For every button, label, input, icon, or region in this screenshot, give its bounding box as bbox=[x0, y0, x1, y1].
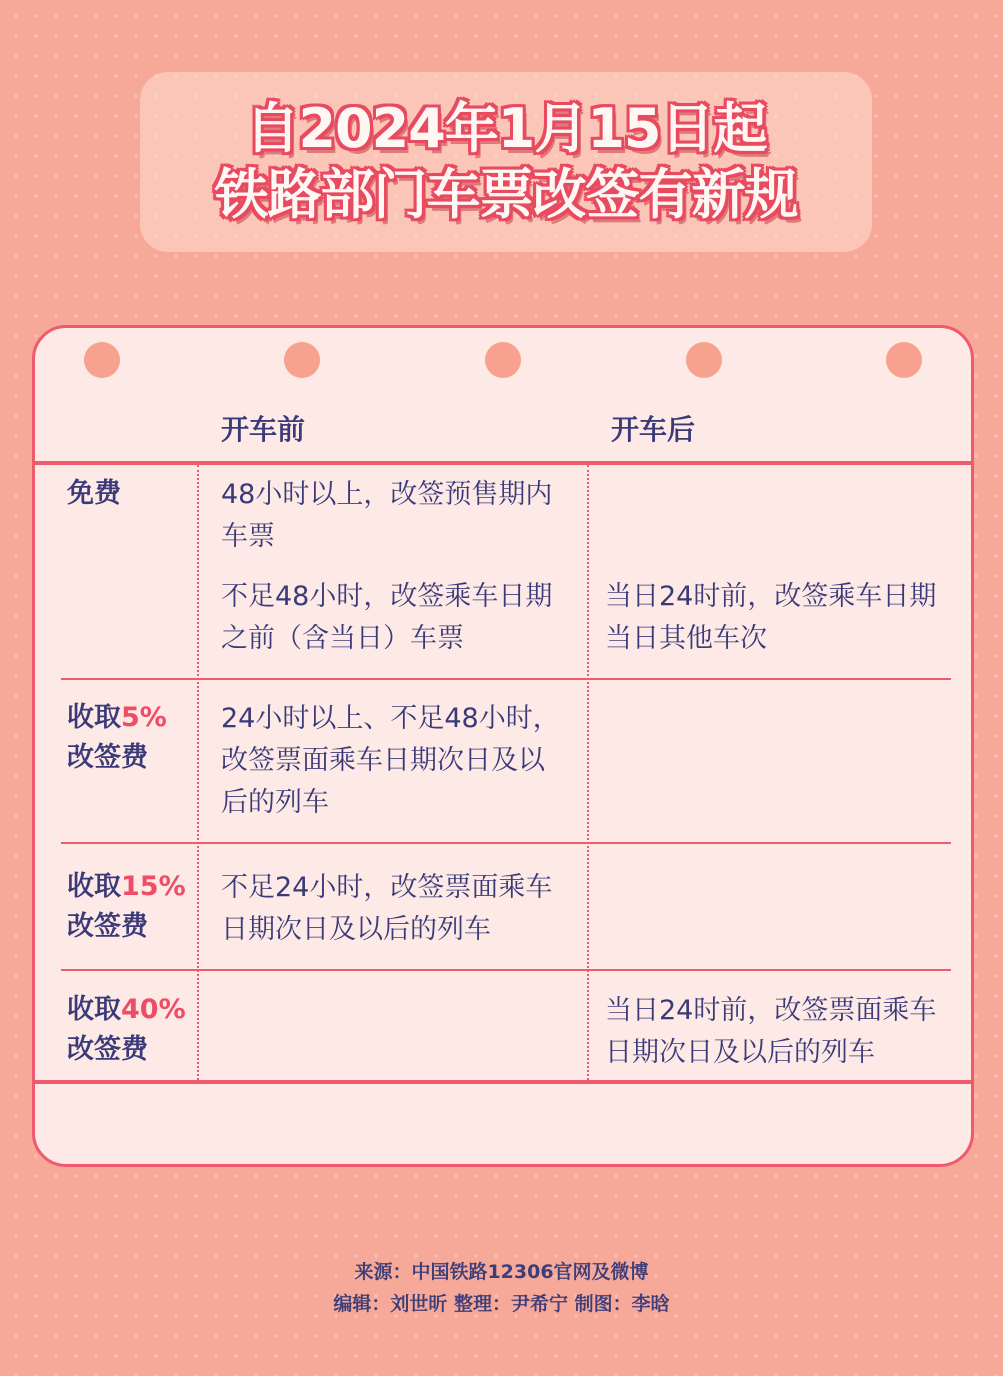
footer-source: 来源：中国铁路12306官网及微博 bbox=[354, 1261, 649, 1283]
cell-free-after: 当日24时前，改签乘车日期当日其他车次 bbox=[605, 581, 937, 654]
cell-free-before-under-48h: 不足48小时，改签乘车日期之前（含当日）车票 bbox=[221, 581, 553, 654]
fee-rate: 15% bbox=[121, 871, 186, 902]
row-label-prefix: 收取 bbox=[67, 702, 121, 733]
row-label-suffix: 改签费 bbox=[67, 742, 148, 773]
binder-hole-icon bbox=[84, 342, 120, 378]
cell-15-percent-before: 不足24小时，改签票面乘车日期次日及以后的列车 bbox=[221, 872, 553, 945]
column-divider bbox=[587, 465, 589, 1080]
row-label-suffix: 改签费 bbox=[67, 911, 148, 942]
row-divider bbox=[61, 842, 951, 844]
binder-hole-icon bbox=[485, 342, 521, 378]
binder-hole-icon bbox=[284, 342, 320, 378]
rules-card bbox=[32, 325, 974, 1167]
fee-rate: 5% bbox=[121, 702, 167, 733]
row-label-text: 免费 bbox=[67, 478, 121, 509]
title-line-1: 自2024年1月15日起 bbox=[245, 97, 767, 160]
row-divider bbox=[61, 969, 951, 971]
row-label-40-percent bbox=[67, 990, 186, 1070]
row-label-prefix: 收取 bbox=[67, 871, 121, 902]
row-label-prefix: 收取 bbox=[67, 994, 121, 1025]
title-line-2: 铁路部门车票改签有新规 bbox=[214, 163, 798, 226]
cell-free-before-48h: 48小时以上，改签预售期内车票 bbox=[221, 479, 553, 552]
header-before-departure: 开车前 bbox=[221, 413, 306, 446]
table-header-divider bbox=[35, 461, 971, 465]
row-label-suffix: 改签费 bbox=[67, 1034, 148, 1065]
cell-40-percent-after: 当日24时前，改签票面乘车日期次日及以后的列车 bbox=[605, 995, 937, 1068]
title-banner bbox=[140, 72, 872, 252]
header-after-departure: 开车后 bbox=[611, 413, 696, 446]
table-bottom-divider bbox=[35, 1080, 971, 1084]
row-label-5-percent bbox=[67, 698, 167, 778]
footer-credits: 编辑：刘世昕 整理：尹希宁 制图：李晗 bbox=[333, 1293, 670, 1315]
row-label-free bbox=[67, 474, 121, 514]
cell-5-percent-before: 24小时以上、不足48小时，改签票面乘车日期次日及以后的列车 bbox=[221, 703, 560, 818]
fee-rate: 40% bbox=[121, 994, 186, 1025]
binder-hole-icon bbox=[886, 342, 922, 378]
row-divider bbox=[61, 678, 951, 680]
row-label-15-percent bbox=[67, 867, 186, 947]
binder-hole-icon bbox=[686, 342, 722, 378]
column-divider bbox=[197, 465, 199, 1080]
